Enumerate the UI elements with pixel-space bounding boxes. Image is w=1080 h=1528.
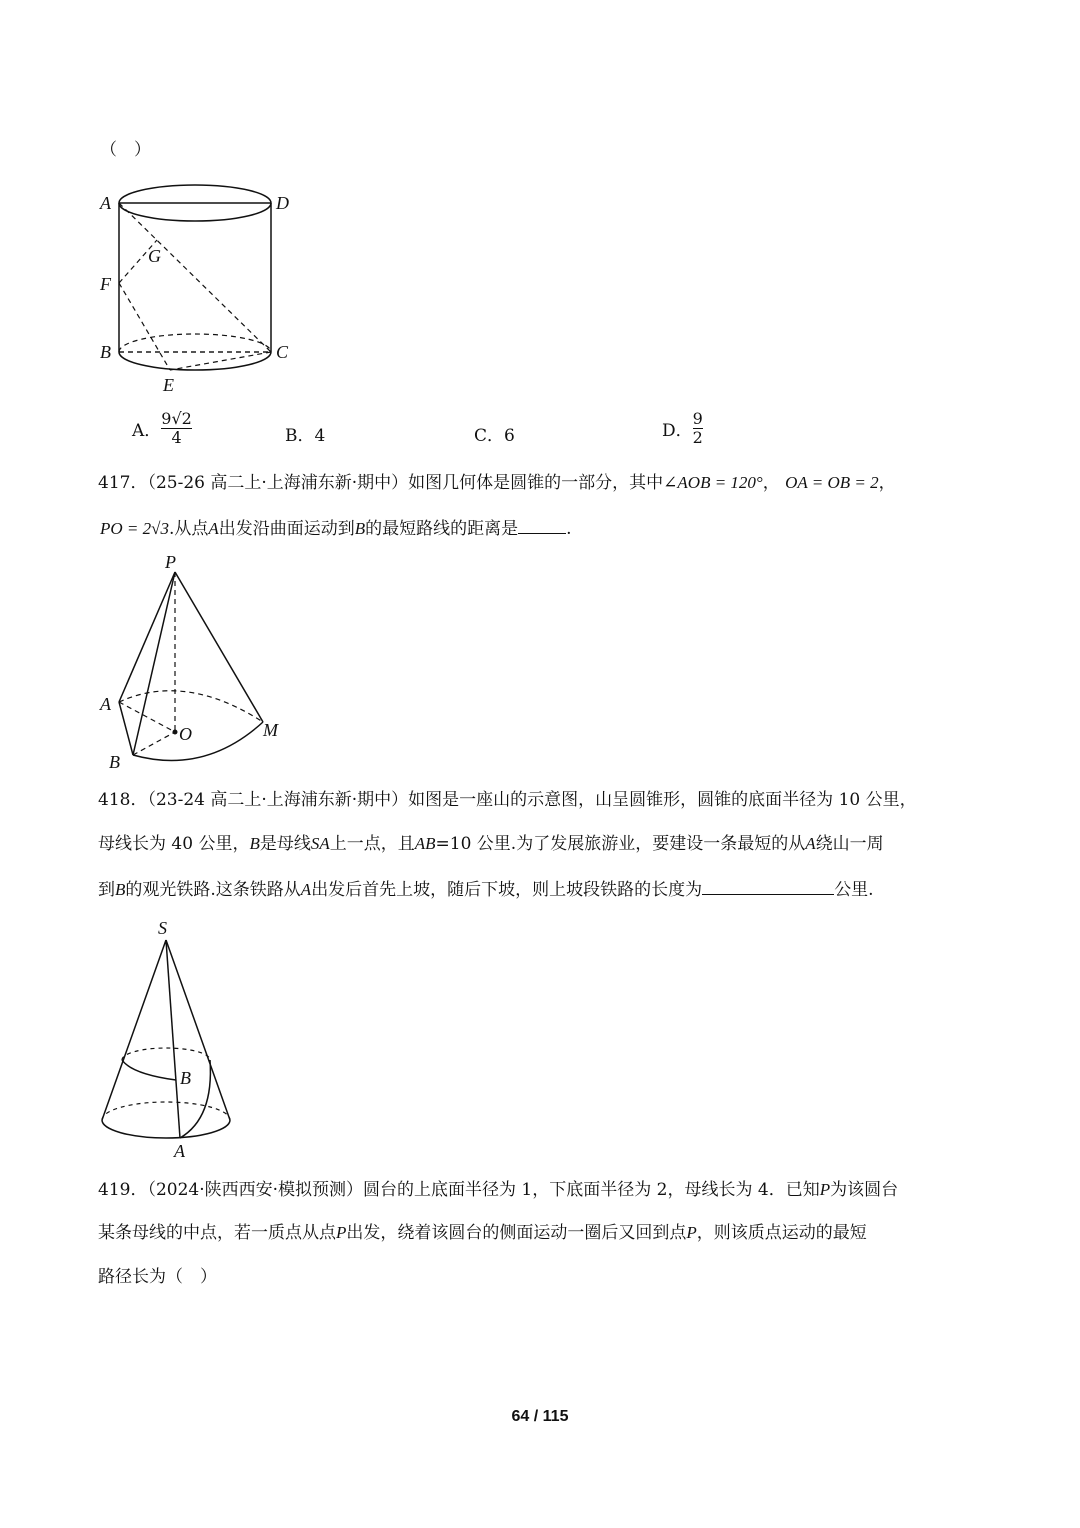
option-c-label: C． <box>474 426 505 446</box>
question-source: （23-24 高二上·上海浦东新·期中） <box>147 790 409 810</box>
option-d-numerator: 9 <box>692 409 703 428</box>
option-b-label: B． <box>285 426 315 446</box>
label-e: E <box>163 375 174 395</box>
separator: ， <box>762 473 780 493</box>
option-a-fraction <box>161 410 192 447</box>
label-m: M <box>263 720 278 740</box>
question-text: 出发后首先上坡，随后下坡，则上坡段铁路的长度为 <box>311 880 703 900</box>
option-a-denominator: 4 <box>171 428 182 447</box>
option-d-label: D． <box>662 421 693 441</box>
option-a-numerator: 9√2 <box>161 409 192 428</box>
label-b: B <box>109 752 120 772</box>
question-text: 出发，绕着该圆台的侧面运动一圈后又回到点 <box>346 1223 687 1243</box>
point-b: B <box>249 834 260 853</box>
point-a: A <box>208 519 219 538</box>
answer-paren: （ ） <box>100 140 151 160</box>
question-number: 419． <box>98 1180 148 1200</box>
bottom-front-arc <box>119 352 271 370</box>
option-a[interactable] <box>132 410 192 447</box>
question-text: .从点 <box>168 519 209 539</box>
question-text: 绕山一周 <box>815 834 884 854</box>
segment-ab: AB <box>414 834 436 853</box>
question-source: （25-26 高二上·上海浦东新·期中） <box>147 473 409 493</box>
label-c: C <box>276 342 289 362</box>
question-text: =10 公里.为了发展旅游业，要建设一条最短的从 <box>435 834 806 854</box>
bottom-back-arc <box>119 334 271 352</box>
question-text: 的观光铁路.这条铁路从 <box>125 880 301 900</box>
option-d-denominator: 2 <box>692 428 703 447</box>
question-text: 公里. <box>834 880 874 900</box>
option-a-label: A． <box>132 421 162 441</box>
partial-cone-figure <box>95 550 300 775</box>
label-b: B <box>100 342 111 362</box>
answer-blank[interactable] <box>518 515 566 534</box>
answer-blank[interactable] <box>702 876 834 895</box>
segment-sa: SA <box>310 834 330 853</box>
label-p: P <box>165 552 176 572</box>
question-text: 出发沿曲面运动到 <box>218 519 355 539</box>
cylinder-figure <box>90 180 310 400</box>
question-text: 如图是一座山的示意图，山呈圆锥形，圆锥的底面半径为 10 公里， <box>408 790 917 810</box>
label-o: O <box>179 724 192 744</box>
option-b[interactable] <box>285 421 325 446</box>
question-number: 418． <box>98 790 148 810</box>
label-d: D <box>276 193 289 213</box>
question-text: 圆台的上底面半径为 1，下底面半径为 2，母线长为 4．已知 <box>363 1180 820 1200</box>
option-d-fraction <box>693 410 703 447</box>
point-a: A <box>300 880 312 899</box>
point-a: A <box>805 834 816 853</box>
option-c[interactable] <box>474 421 515 446</box>
question-text: 如图几何体是圆锥的一部分，其中 <box>408 473 664 493</box>
point-p: P <box>336 1223 347 1242</box>
period: . <box>566 519 572 539</box>
question-text: 路径长为（ ） <box>98 1267 217 1287</box>
question-text: 上一点，且 <box>329 834 415 854</box>
question-text: 某条母线的中点，若一质点从点 <box>98 1223 336 1243</box>
page-number: 64 / 115 <box>511 1408 569 1425</box>
question-418-line2 <box>98 832 884 856</box>
point-b: B <box>115 880 126 899</box>
option-c-value: 6 <box>504 426 515 446</box>
question-419-line2 <box>98 1221 867 1245</box>
point-p: P <box>686 1223 697 1242</box>
point-p: P <box>819 1180 831 1199</box>
question-417-line1 <box>98 471 896 495</box>
question-418-line3 <box>98 876 874 902</box>
question-number: 417． <box>98 473 148 493</box>
question-418-line1 <box>98 788 917 812</box>
label-a: A <box>174 1141 185 1161</box>
label-g: G <box>148 246 161 266</box>
length-condition: OA = OB = 2 <box>785 473 879 492</box>
question-419-line1 <box>98 1178 898 1202</box>
question-text: 是母线 <box>259 834 311 854</box>
question-text: 母线长为 40 公里， <box>98 834 250 854</box>
point-b: B <box>354 519 366 538</box>
question-text: ，则该质点运动的最短 <box>696 1223 867 1243</box>
option-b-value: 4 <box>314 426 326 446</box>
label-a: A <box>100 694 111 714</box>
label-s: S <box>158 918 167 938</box>
label-f: F <box>100 274 111 294</box>
question-text: 为该圆台 <box>830 1180 899 1200</box>
question-source: （2024·陕西西安·模拟预测） <box>147 1180 364 1200</box>
question-text: 的最短路线的距离是 <box>365 519 519 539</box>
height-condition: PO = 2√3 <box>100 519 169 538</box>
separator: ， <box>878 473 896 493</box>
label-b: B <box>180 1068 191 1088</box>
mountain-cone-figure <box>92 912 242 1162</box>
option-d[interactable] <box>662 410 703 447</box>
question-419-line3 <box>98 1265 217 1289</box>
question-text: 到 <box>98 880 115 900</box>
label-a: A <box>100 193 111 213</box>
angle-condition: ∠AOB = 120° <box>663 473 763 492</box>
question-417-line2 <box>100 515 572 541</box>
